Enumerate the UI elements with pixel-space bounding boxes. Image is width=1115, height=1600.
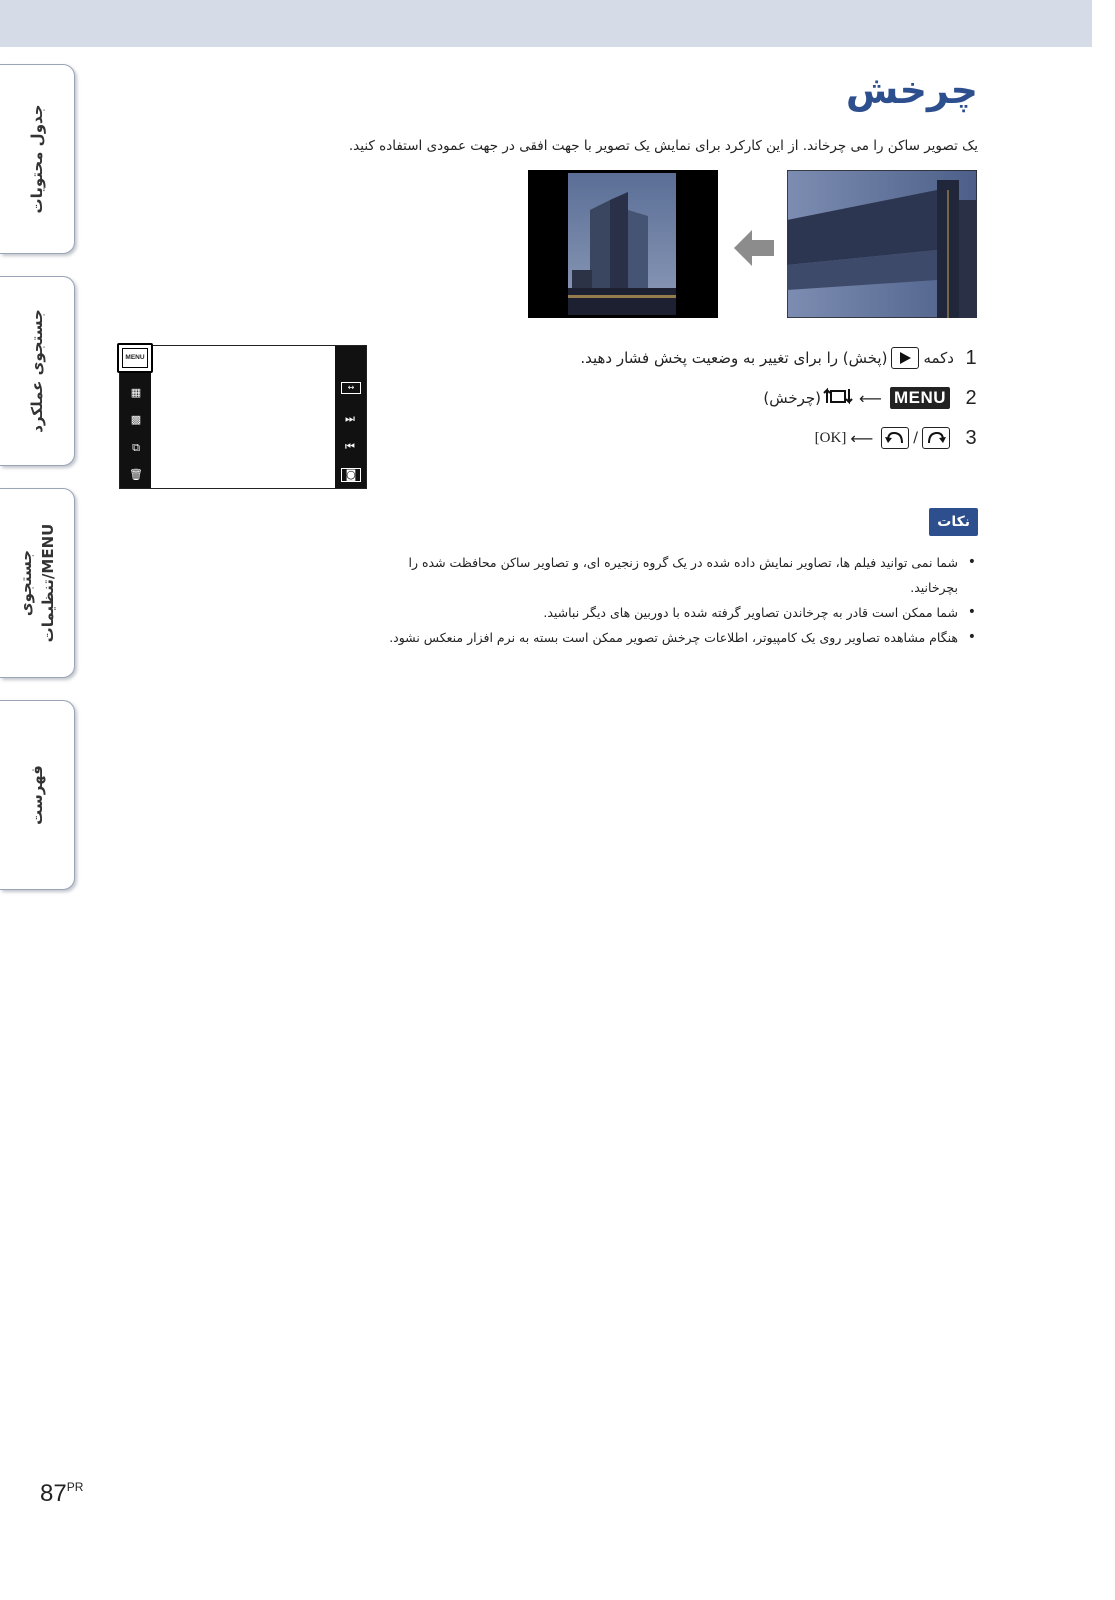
calendar-icon: ▦ bbox=[130, 386, 142, 399]
tab-label: جستجوی عملکرد bbox=[28, 309, 46, 433]
next-icon: ⏭ bbox=[345, 412, 355, 425]
camera-screen-diagram bbox=[119, 345, 367, 489]
screen-right-bar bbox=[335, 346, 366, 488]
arrow-left-icon: ⟵ bbox=[850, 428, 874, 448]
step-text-pre: دکمه bbox=[923, 349, 954, 367]
steps-list bbox=[458, 338, 978, 458]
page-number-value: 87 bbox=[40, 1480, 67, 1507]
previous-icon: ⏮ bbox=[345, 440, 355, 453]
left-arrow-icon bbox=[732, 228, 776, 272]
tab-table-of-contents[interactable] bbox=[0, 64, 75, 254]
rotate-right-icon bbox=[922, 427, 950, 449]
top-band bbox=[0, 0, 1092, 47]
note-item: • هنگام مشاهده تصاویر روی یک کامپیوتر، اطلاعات چرخش تصویر ممکن است بسته به نرم افزار منعکس نشود. bbox=[358, 625, 978, 650]
note-item: • شما نمی توانید فیلم ها، تصاویر نمایش داده شده در یک گروه زنجیره ای، و تصاویر ساکن محافظت شده را بچرخانید. bbox=[358, 550, 978, 600]
scroll-arrows-icon: ↔ bbox=[341, 382, 361, 394]
menu-button-icon: MENU bbox=[890, 387, 950, 409]
arrow-left-icon: ⟵ bbox=[859, 388, 882, 408]
step-text: (چرخش) bbox=[763, 389, 821, 407]
tab-function-search[interactable] bbox=[0, 276, 75, 466]
tab-label bbox=[15, 524, 59, 643]
step-2 bbox=[458, 378, 978, 418]
index-icon: ▩ bbox=[130, 413, 142, 426]
menu-highlight bbox=[117, 343, 153, 373]
page-number bbox=[40, 1480, 83, 1508]
screen-left-bar bbox=[120, 346, 151, 488]
intro-text: یک تصویر ساکن را می چرخاند. از این کارکرد برای نمایش یک تصویر با جهت افقی در جهت عمودی استفاده کنید. bbox=[348, 138, 978, 154]
tab-menu-settings-search[interactable] bbox=[0, 488, 75, 678]
notes-list bbox=[358, 550, 978, 650]
tab-label: فهرست bbox=[28, 765, 46, 825]
tab-index[interactable] bbox=[0, 700, 75, 890]
step-text: [OK] bbox=[814, 429, 847, 446]
menu-icon: MENU bbox=[122, 348, 148, 368]
step-3: 3 / ⟵ [OK] bbox=[814, 426, 977, 449]
tab-label-line2: MENU/تنظیمات bbox=[39, 523, 57, 643]
page-title: چرخش bbox=[845, 68, 978, 112]
notes-header: نکات bbox=[929, 508, 978, 536]
tab-label-line1: جستجوی bbox=[17, 549, 35, 617]
rotate-left-icon bbox=[881, 427, 909, 449]
page-number-suffix: PR bbox=[66, 1480, 84, 1494]
step-number: 2 bbox=[965, 386, 977, 409]
original-photo bbox=[787, 170, 977, 318]
step-number: 3 bbox=[965, 426, 977, 449]
rotated-photo bbox=[528, 170, 718, 318]
step-1 bbox=[458, 338, 978, 378]
step-number: 1 bbox=[965, 346, 977, 369]
trash-icon: 🗑 bbox=[129, 468, 143, 481]
rotate-icon bbox=[821, 385, 855, 411]
play-icon bbox=[891, 347, 919, 369]
note-item: • شما ممکن است قادر به چرخاندن تصاویر گرفته شده با دوربین های دیگر نباشید. bbox=[358, 600, 978, 625]
slideshow-icon: ⧉ bbox=[132, 441, 140, 454]
tab-label: جدول محتویات bbox=[28, 104, 46, 214]
camera-icon: ◙ bbox=[341, 468, 361, 482]
step-text: (پخش) را برای تغییر به وضعیت پخش فشار دهید. bbox=[580, 349, 888, 367]
